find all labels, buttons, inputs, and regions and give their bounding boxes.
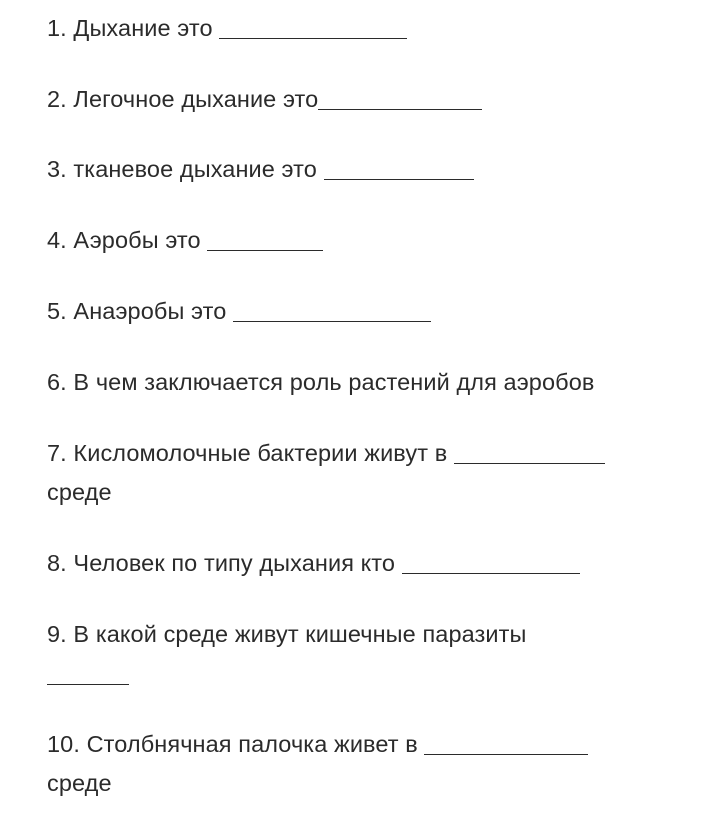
question-3-text: 3. тканевое дыхание это: [47, 156, 324, 182]
question-2: [47, 85, 482, 113]
answer-blank-9: [47, 657, 129, 685]
question-9-text: 9. В какой среде живут кишечные паразиты: [47, 621, 527, 647]
answer-blank-8: [402, 546, 580, 574]
answer-blank-4: [207, 223, 323, 251]
question-6: [47, 368, 594, 396]
question-10-text: 10. Столбнячная палочка живет в: [47, 731, 425, 757]
question-2-text: 2. Легочное дыхание это: [47, 86, 319, 112]
question-1-text: 1. Дыхание это: [47, 15, 220, 41]
question-10-continuation: [47, 769, 112, 797]
answer-blank-3: [324, 152, 474, 180]
question-7: [47, 439, 605, 467]
question-5-text: 5. Анаэробы это: [47, 298, 234, 324]
question-10-cont-text: среде: [47, 770, 112, 796]
question-8-text: 8. Человек по типу дыхания кто: [47, 550, 402, 576]
question-7-text: 7. Кисломолочные бактерии живут в: [47, 440, 454, 466]
question-1: [47, 14, 407, 42]
question-4-text: 4. Аэробы это: [47, 227, 208, 253]
answer-blank-1: [219, 11, 407, 39]
answer-blank-5: [233, 294, 431, 322]
answer-blank-2: [318, 82, 482, 110]
answer-blank-10: [424, 727, 588, 755]
question-7-continuation: [47, 478, 112, 506]
question-8: [47, 549, 580, 577]
answer-blank-7: [454, 436, 605, 464]
question-9: [47, 620, 527, 648]
question-3: [47, 155, 474, 183]
question-5: [47, 297, 431, 325]
question-7-cont-text: среде: [47, 479, 112, 505]
question-9-continuation: [47, 660, 129, 688]
question-10: [47, 730, 588, 758]
question-6-text: 6. В чем заключается роль растений для аэробов: [47, 369, 595, 395]
question-4: [47, 226, 323, 254]
